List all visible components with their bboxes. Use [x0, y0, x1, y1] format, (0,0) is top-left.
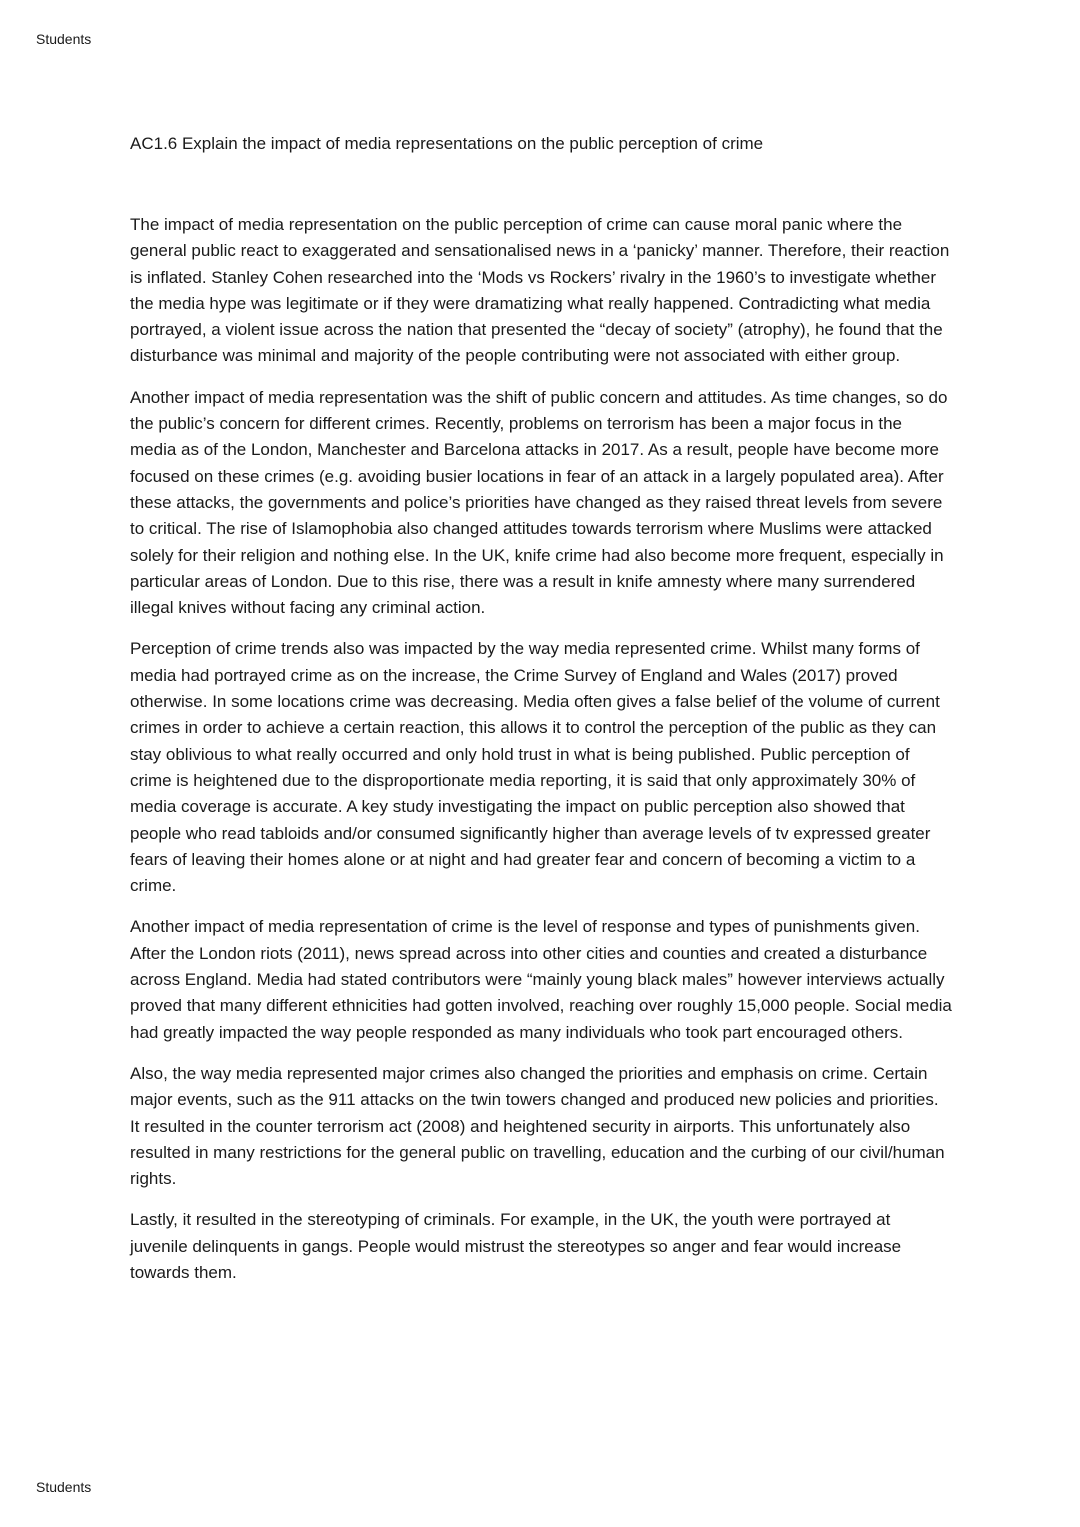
document-body — [130, 212, 952, 1301]
paragraph-public-concern: Another impact of media representation was the shift of public concern and attitudes. As time changes, so do the public’s concern for different crimes. Recently, problems on terrorism has been a major focus in the media as of the London, Manchester and Barcelona attacks in 2017. As a result, people have become more focused on these crimes (e.g. avoiding busier locations in fear of an attack in a largely populated area). After these attacks, the governments and police’s priorities have changed as they raised threat levels from severe to critical. The rise of Islamophobia also changed attitudes towards terrorism where Muslims were attacked solely for their religion and nothing else. In the UK, knife crime had also become more frequent, especially in particular areas of London. Due to this rise, there was a result in knife amnesty where many surrendered illegal knives without facing any criminal action. — [130, 387, 948, 618]
paragraph-priorities: Also, the way media represented major crimes also changed the priorities and emphasis on crime. Certain major events, such as the 911 attacks on the twin towers changed and produced new policies and priorities. It resulted in the counter terrorism act (2008) and heightened security in airports. This unfortunately also resulted in many restrictions for the general public on travelling, education and the curbing of our civil/human rights. — [130, 1063, 945, 1189]
page-header-label: Students — [36, 31, 92, 47]
paragraph-response-punishments: Another impact of media representation of crime is the level of response and types of punishments given. After the London riots (2011), news spread across into other cities and counties and created a disturbance across England. Media had stated contributors were “mainly young black males” however interviews actually proved that many different ethnicities had gotten involved, reaching over roughly 15,000 people. Social media had greatly impacted the way people responded as many individuals who took part encouraged others. — [130, 917, 952, 1042]
document-title: AC1.6 Explain the impact of media representations on the public perception of crime — [130, 134, 764, 153]
paragraph-stereotyping: Lastly, it resulted in the stereotyping of criminals. For example, in the UK, the youth were portrayed at juvenile delinquents in gangs. People would mistrust the stereotypes so anger and fear would increase towards them. — [130, 1210, 902, 1282]
paragraph-moral-panic: The impact of media representation on the public perception of crime can cause moral panic where the general public react to exaggerated and sensationalised news in a ‘panicky’ manner. Therefore, their reaction is inflated. Stanley Cohen researched into the ‘Mods vs Rockers’ rivalry in the 1960’s to investigate whether the media hype was legitimate or if they were dramatizing what really happened. Contradicting what media portrayed, a violent issue across the nation that presented the “decay of society” (atrophy), he found that the disturbance was minimal and majority of the people contributing were not associated with either group. — [130, 215, 950, 366]
page-footer-label: Students — [36, 1479, 92, 1495]
paragraph-crime-trends: Perception of crime trends also was impacted by the way media represented crime. Whilst many forms of media had portrayed crime as on the increase, the Crime Survey of England and Wales (2017) proved otherwise. In some locations crime was decreasing. Media often gives a false belief of the volume of current crimes in order to achieve a certain reaction, this allows it to control the perception of the public as they can stay oblivious to what really occurred and only hold trust in what is being published. Public perception of crime is heightened due to the disproportionate media reporting, it is said that only approximately 30% of media coverage is accurate. A key study investigating the impact on public perception also showed that people who read tabloids and/or consumed significantly higher than average levels of tv expressed greater fears of leaving their homes alone or at night and had greater fear and concern of becoming a victim to a crime. — [130, 639, 940, 896]
